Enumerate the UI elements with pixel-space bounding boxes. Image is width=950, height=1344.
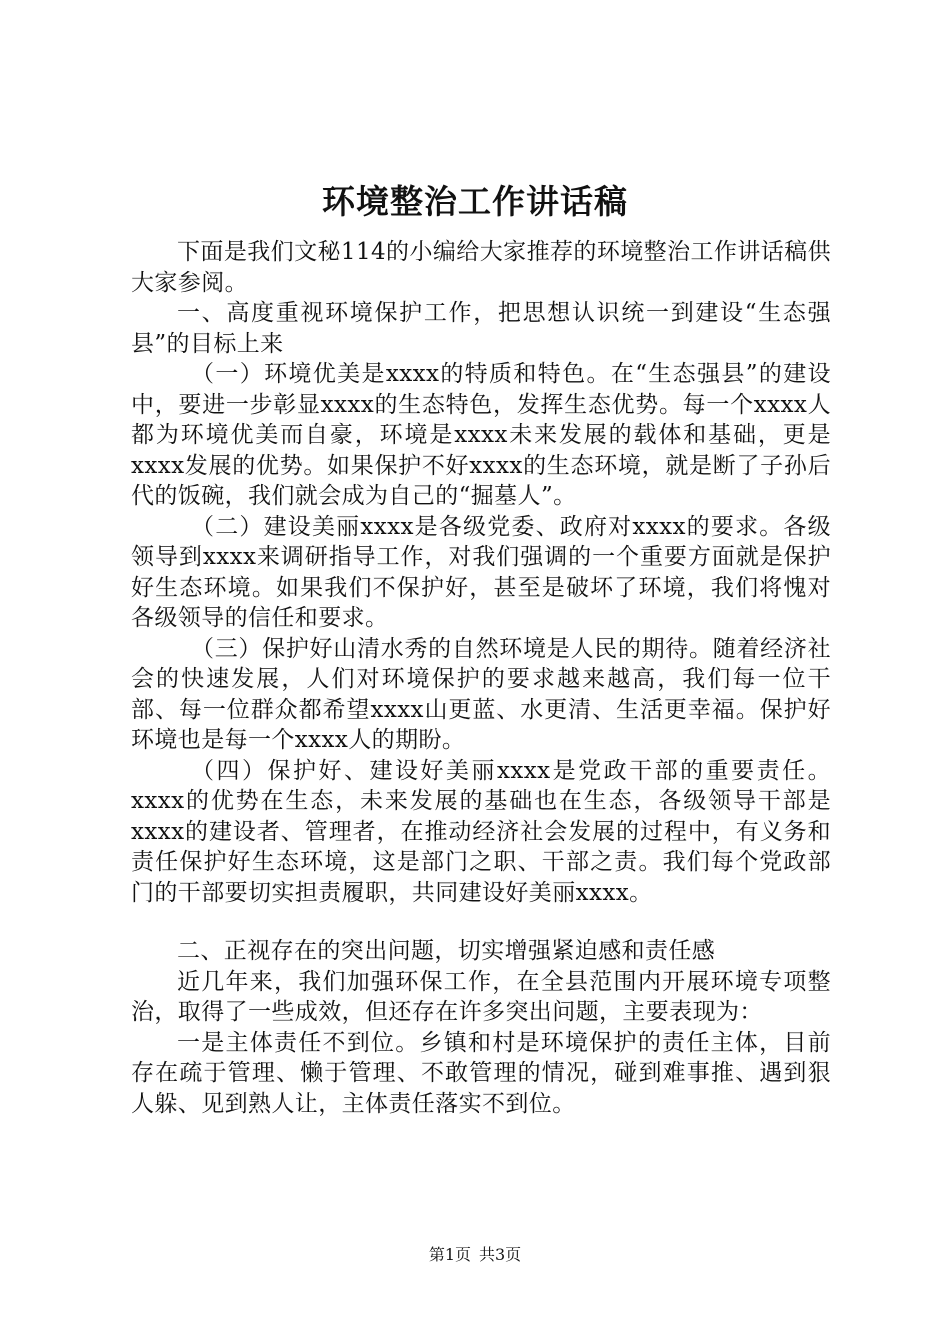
paragraph-1-4: （四）保护好、建设好美丽xxxx是党政干部的重要责任。xxxx的优势在生态，未来发展的基础也在生态，各级领导干部是xxxx的建设者、管理者，在推动经济社会发展的过程中，有义务和责任保护好生态环境，这是部门之职、干部之责。我们每个党政部门的干部要切实担责履职，共同建设好美丽xxxx。 [131, 757, 831, 906]
page-total: 共3页 [479, 1245, 522, 1264]
paragraph-1-3: （三）保护好山清水秀的自然环境是人民的期待。随着经济社会的快速发展，人们对环境保护的要求越来越高，我们每一位干部、每一位群众都希望xxxx山更蓝、水更清、生活更幸福。保护好环境也是每一个xxxx人的期盼。 [131, 635, 831, 753]
page-number: 第1页 [428, 1245, 471, 1264]
paragraph-1-1: （一）环境优美是xxxx的特质和特色。在“生态强县”的建设中，要进一步彰显xxxx的生态特色，发挥生态优势。每一个xxxx人都为环境优美而自豪，环境是xxxx未来发展的载体和基础，更是xxxx发展的优势。如果保护不好xxxx的生态环境，就是断了子孙后代的饭碗，我们就会成为自己的“掘墓人”。 [131, 361, 831, 509]
paragraph-2-1: 一是主体责任不到位。乡镇和村是环境保护的责任主体，目前存在疏于管理、懒于管理、不敢管理的情况，碰到难事推、遇到狠人躲、见到熟人让，主体责任落实不到位。 [131, 1029, 831, 1117]
paragraph-2-intro: 近几年来，我们加强环保工作，在全县范围内开展环境专项整治，取得了一些成效，但还存在许多突出问题，主要表现为： [131, 968, 831, 1025]
paragraph-1-2: （二）建设美丽xxxx是各级党委、政府对xxxx的要求。各级领导到xxxx来调研指导工作，对我们强调的一个重要方面就是保护好生态环境。如果我们不保护好，甚至是破坏了环境，我们将愧对各级领导的信任和要求。 [131, 513, 831, 631]
page-footer [0, 1244, 950, 1266]
paragraph-intro: 下面是我们文秘114的小编给大家推荐的环境整治工作讲话稿供大家参阅。 [131, 239, 831, 296]
heading-section-2: 二、正视存在的突出问题，切实增强紧迫感和责任感 [177, 938, 716, 964]
document-title: 环境整治工作讲话稿 [322, 182, 628, 221]
heading-section-1: 一、高度重视环境保护工作，把思想认识统一到建设“生态强县”的目标上来 [131, 300, 831, 357]
document-body [131, 237, 831, 1119]
